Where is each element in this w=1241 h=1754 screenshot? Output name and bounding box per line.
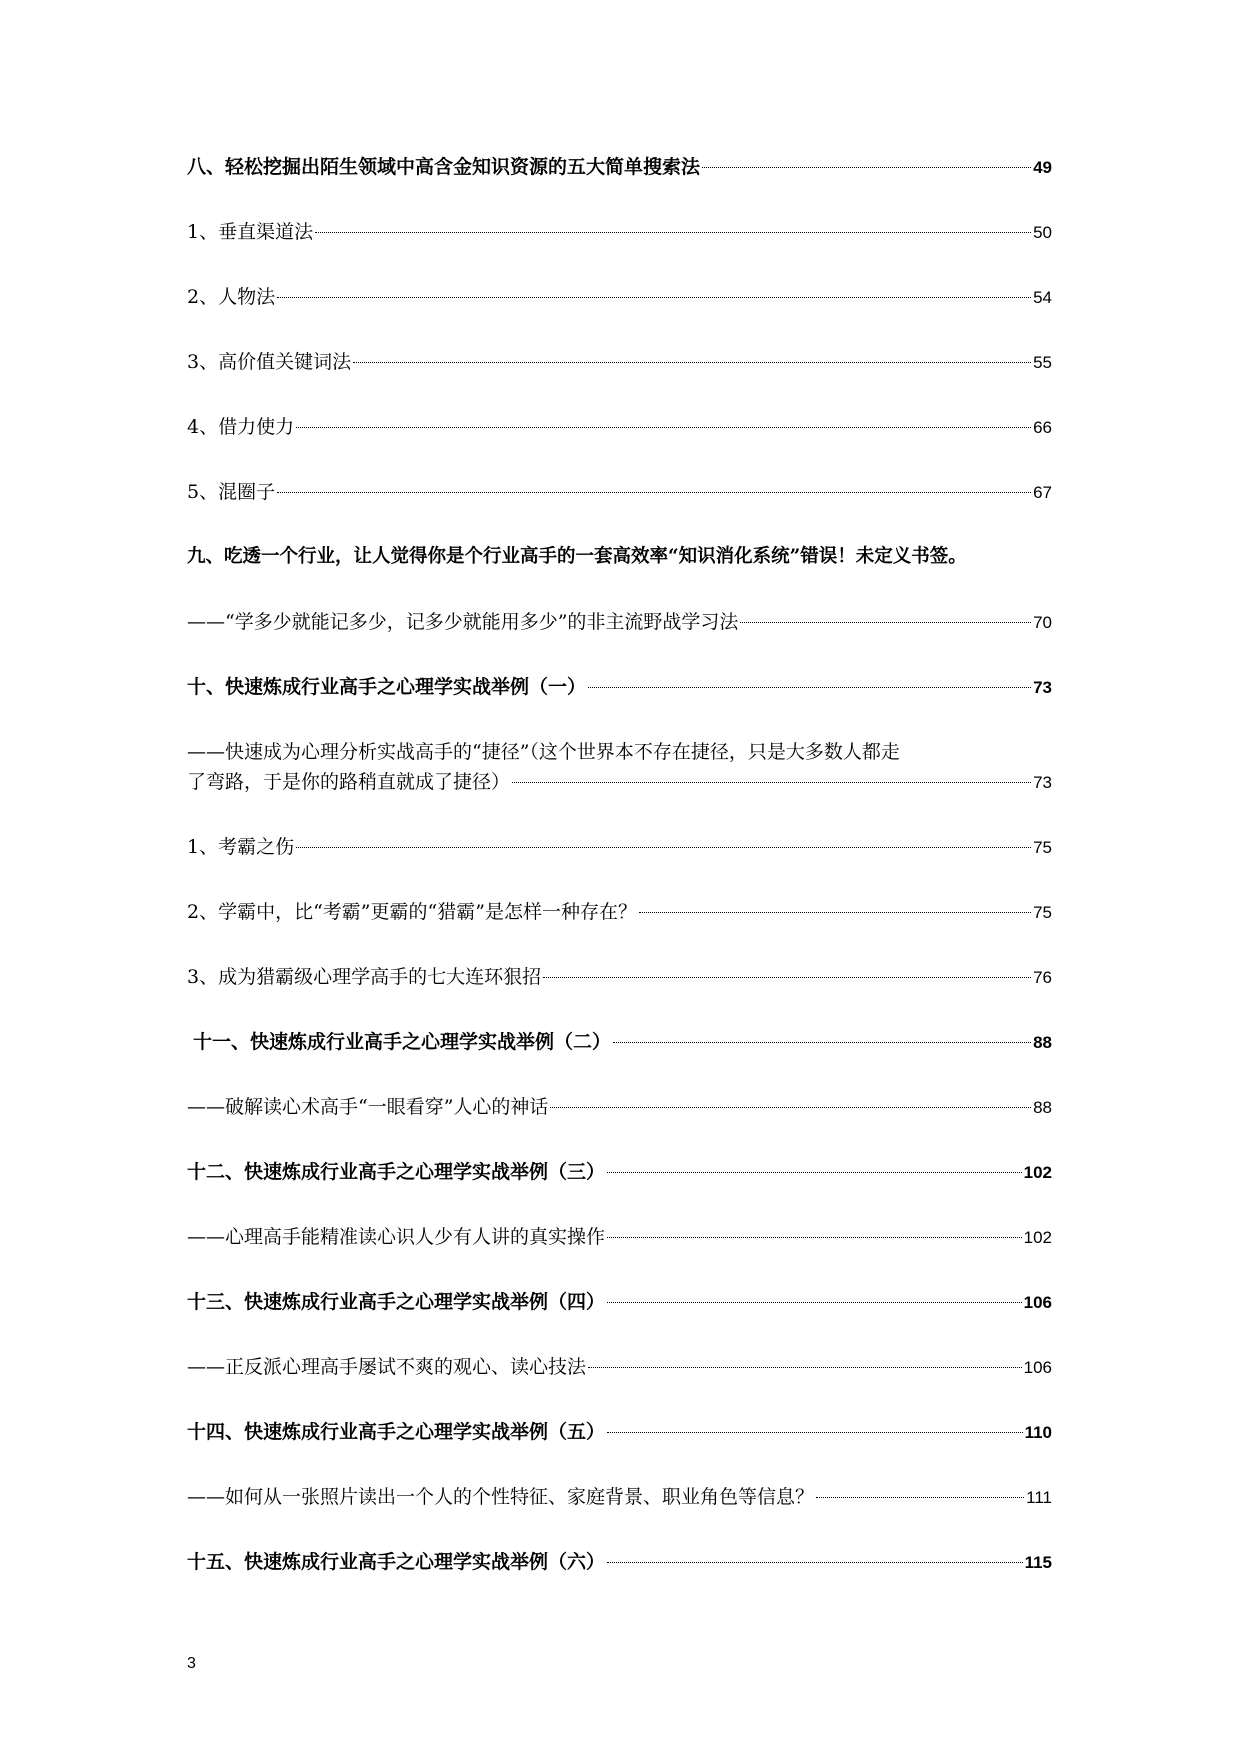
toc-entry-page: 106 (1023, 1293, 1052, 1312)
toc-entry-page: 54 (1033, 288, 1052, 307)
toc-entry-label: 1、考霸之伤 (187, 836, 295, 858)
toc-entry-label: 2、学霸中，比“考霸”更霸的“猎霸”是怎样一种存在？ (187, 901, 637, 923)
dot-leader (607, 1172, 1022, 1173)
toc-entry-page: 70 (1033, 613, 1052, 632)
toc-entry[interactable] (187, 1547, 1052, 1578)
toc-entry[interactable] (187, 152, 1052, 183)
toc-entry[interactable] (187, 737, 1052, 798)
toc-entry-page: 76 (1033, 968, 1052, 987)
dot-leader (543, 977, 1031, 978)
toc-entry-line2 (187, 767, 1052, 798)
dot-leader (353, 362, 1031, 363)
toc-entry[interactable] (187, 542, 967, 572)
dot-leader (588, 1367, 1022, 1368)
dot-leader (277, 492, 1031, 493)
toc-entry-label: ——破解读心术高手“一眼看穿”人心的神话 (187, 1096, 549, 1118)
dot-leader (296, 847, 1031, 848)
toc-entry-label: 十三、快速炼成行业高手之心理学实战举例（四） (187, 1291, 606, 1313)
dot-leader (588, 687, 1031, 688)
toc-entry[interactable] (187, 1157, 1052, 1188)
toc-entry-page: 67 (1033, 483, 1052, 502)
toc-entry-page: 73 (1033, 773, 1052, 792)
dot-leader (607, 1302, 1022, 1303)
toc-entry[interactable] (187, 1287, 1052, 1318)
toc-entry[interactable] (187, 1417, 1052, 1448)
toc-entry[interactable] (187, 832, 1052, 863)
dot-leader (315, 232, 1031, 233)
toc-entry[interactable] (187, 607, 1052, 638)
toc-entry[interactable] (193, 1027, 1052, 1058)
dot-leader (740, 622, 1031, 623)
toc-entry-label: 十二、快速炼成行业高手之心理学实战举例（三） (187, 1161, 606, 1183)
toc-entry[interactable] (187, 672, 1052, 703)
dot-leader (607, 1432, 1023, 1433)
toc-entry-label: ——正反派心理高手屡试不爽的观心、读心技法 (187, 1356, 587, 1378)
toc-entry[interactable] (187, 412, 1052, 443)
dot-leader (607, 1237, 1022, 1238)
toc-entry[interactable] (187, 282, 1052, 313)
toc-entry[interactable] (187, 1352, 1052, 1383)
toc-entry-page: 111 (1026, 1488, 1052, 1507)
toc-entry-label: ——“学多少就能记多少，记多少就能用多少”的非主流野战学习法 (187, 611, 739, 633)
toc-entry-label: 3、成为猎霸级心理学高手的七大连环狠招 (187, 966, 542, 988)
toc-entry-label: 八、轻松挖掘出陌生领域中高含金知识资源的五大简单搜索法 (187, 156, 701, 178)
toc-entry[interactable] (187, 477, 1052, 508)
toc-entry-page: 115 (1024, 1553, 1052, 1572)
toc-entry[interactable] (187, 1482, 1052, 1513)
toc-entry-page: 106 (1023, 1358, 1052, 1377)
toc-entry[interactable] (187, 1222, 1052, 1253)
dot-leader (277, 297, 1031, 298)
toc-entry-page: 55 (1033, 353, 1052, 372)
dot-leader (550, 1107, 1031, 1108)
dot-leader (613, 1042, 1031, 1043)
toc-entry-page: 75 (1033, 838, 1052, 857)
toc-entry-page: 75 (1033, 903, 1052, 922)
toc-entry-page: 102 (1023, 1228, 1052, 1247)
toc-entry-page: 88 (1033, 1033, 1052, 1052)
toc-entry-label: 十一、快速炼成行业高手之心理学实战举例（二） (193, 1031, 612, 1053)
toc-entry-page: 88 (1033, 1098, 1052, 1117)
toc-entry-page: 102 (1023, 1163, 1052, 1182)
toc-entry-page: 49 (1033, 158, 1052, 177)
toc-entry[interactable] (187, 1092, 1052, 1123)
toc-entry-label-line2: 了弯路，于是你的路稍直就成了捷径） (187, 771, 511, 793)
toc-entry-label: 1、垂直渠道法 (187, 221, 314, 243)
toc-entry-label: 3、高价值关键词法 (187, 351, 352, 373)
dot-leader (607, 1562, 1023, 1563)
toc-entry-label: 十四、快速炼成行业高手之心理学实战举例（五） (187, 1421, 606, 1443)
toc-entry-page: 110 (1024, 1423, 1052, 1442)
toc-entry-label: 4、借力使力 (187, 416, 295, 438)
dot-leader (702, 167, 1031, 168)
toc-entry[interactable] (187, 897, 1052, 928)
dot-leader (639, 912, 1031, 913)
toc-entry-page: 73 (1033, 678, 1052, 697)
toc-entry-label: ——心理高手能精准读心识人少有人讲的真实操作 (187, 1226, 606, 1248)
toc-entry-label: 2、人物法 (187, 286, 276, 308)
toc-entry-label: 5、混圈子 (187, 481, 276, 503)
toc-entry-label: 九、吃透一个行业，让人觉得你是个行业高手的一套高效率“知识消化系统”错误！未定义书签。 (187, 546, 967, 567)
toc-entry-label: ——如何从一张照片读出一个人的个性特征、家庭背景、职业角色等信息？ (187, 1486, 815, 1508)
toc-entry-label-line1: ——快速成为心理分析实战高手的“捷径”（这个世界本不存在捷径，只是大多数人都走 (187, 741, 900, 763)
page-number: 3 (187, 1655, 196, 1672)
dot-leader (512, 782, 1031, 783)
toc-entry[interactable] (187, 347, 1052, 378)
toc-entry-page: 66 (1033, 418, 1052, 437)
toc-entry-page: 50 (1033, 223, 1052, 242)
dot-leader (296, 427, 1031, 428)
toc-entry-label: 十五、快速炼成行业高手之心理学实战举例（六） (187, 1551, 606, 1573)
toc-entry[interactable] (187, 962, 1052, 993)
toc-entry-label: 十、快速炼成行业高手之心理学实战举例（一） (187, 676, 587, 698)
toc-entry[interactable] (187, 217, 1052, 248)
dot-leader (816, 1497, 1024, 1498)
